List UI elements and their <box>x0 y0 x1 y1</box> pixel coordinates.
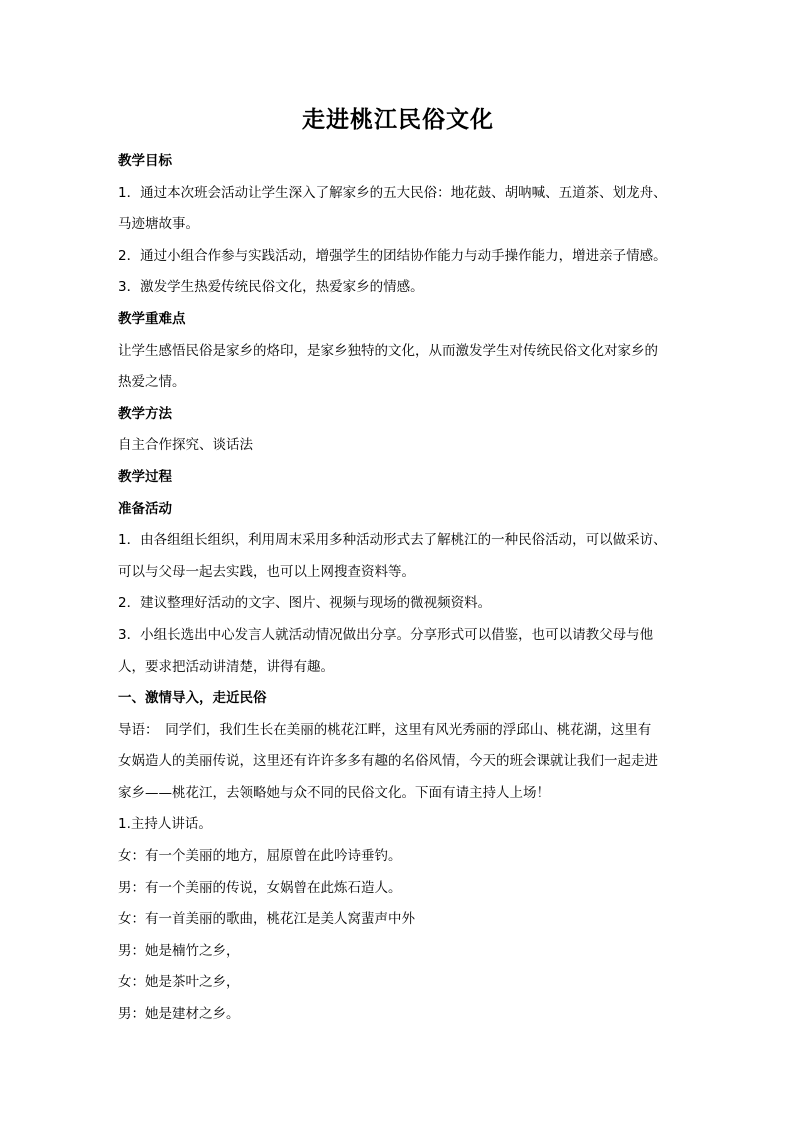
section-heading: 教学过程 <box>118 468 172 485</box>
document-body <box>118 146 678 1031</box>
body-text-line: 热爱之情。 <box>118 374 186 391</box>
body-text-line: 1．由各组组长组织，利用周末采用多种活动形式去了解桃江的一种民俗活动，可以做采访、 <box>118 532 667 549</box>
body-text-line: 3．小组长选出中心发言人就活动情况做出分享。分享形式可以借鉴，也可以请教父母与他 <box>118 626 654 643</box>
body-text-line: 导语： 同学们，我们生长在美丽的桃花江畔，这里有风光秀丽的浮邱山、桃花湖，这里有 <box>118 721 652 738</box>
body-text-line: 男：她是楠竹之乡， <box>118 942 240 959</box>
section-heading: 准备活动 <box>118 500 172 517</box>
body-text-line: 2．建议整理好活动的文字、图片、视频与现场的微视频资料。 <box>118 595 492 612</box>
section-heading: 一、激情导入，走近民俗 <box>118 690 267 707</box>
body-text-line: 女娲造人的美丽传说，这里还有许许多多有趣的名俗风情，今天的班会课就让我们一起走进 <box>118 753 658 770</box>
body-text-line: 人，要求把活动讲清楚，讲得有趣。 <box>118 658 334 675</box>
body-text-line: 女：她是茶叶之乡， <box>118 974 240 991</box>
body-text-line: 男：她是建材之乡。 <box>118 1006 240 1023</box>
body-text-line: 女：有一个美丽的地方，屈原曾在此吟诗垂钓。 <box>118 848 402 865</box>
body-text-line: 3．激发学生热爱传统民俗文化，热爱家乡的情感。 <box>118 279 424 296</box>
body-text-line: 女：有一首美丽的歌曲，桃花江是美人窝蜚声中外 <box>118 911 415 928</box>
section-heading: 教学目标 <box>118 153 172 169</box>
document-title: 走进桃江民俗文化 <box>302 107 494 133</box>
body-text-line: 男：有一个美丽的传说，女娲曾在此炼石造人。 <box>118 879 402 896</box>
body-text-line: 自主合作探究、谈话法 <box>118 437 253 454</box>
body-text-line: 1．通过本次班会活动让学生深入了解家乡的五大民俗：地花鼓、胡呐喊、五道茶、划龙舟、 <box>118 184 667 201</box>
section-heading: 教学重难点 <box>118 310 186 327</box>
body-text-line: 2．通过小组合作参与实践活动，增强学生的团结协作能力与动手操作能力，增进亲子情感。 <box>118 247 667 264</box>
body-text-line: 让学生感悟民俗是家乡的烙印，是家乡独特的文化，从而激发学生对传统民俗文化对家乡的 <box>118 342 658 359</box>
section-heading: 教学方法 <box>118 405 172 422</box>
body-text-line: 1.主持人讲话。 <box>118 816 212 833</box>
body-text-line: 马迹塘故事。 <box>118 216 199 233</box>
body-text-line: 可以与父母一起去实践，也可以上网搜查资料等。 <box>118 563 415 580</box>
body-text-line: 家乡——桃花江，去领略她与众不同的民俗文化。下面有请主持人上场！ <box>118 784 550 801</box>
